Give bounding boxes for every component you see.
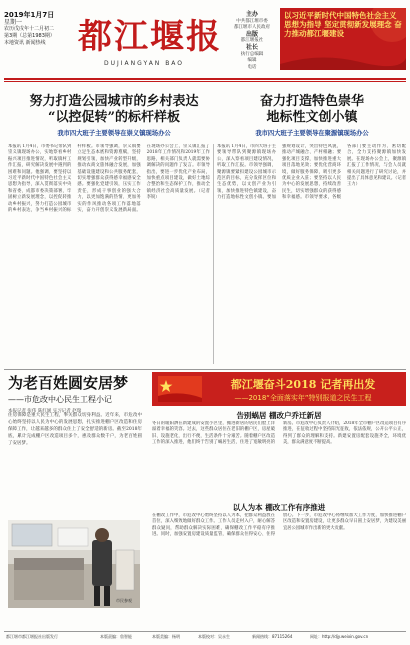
publisher-line-5: 编辑 (247, 58, 257, 64)
special-report-subtitle: ——2018“全面落实年”特别报道之民生工程 (234, 394, 372, 402)
section-1-body: 冬日的暖阳洒在新建成的安置小区里，搬进新居的居民们脸上洋溢着幸福的笑容。过去，这些群众居住在老旧的棚户区，房屋破旧、设施老化，出行不便，生活条件十分艰苦。随着棚户区改造工作的深入推进，他们终于告别了蜗居生活，住进了宽敞明亮的新房。市危改中心负责人介绍，2018年全市棚户区改造项目有序推进，在征收过程中坚持阳光征收，依法依规，公开公平公正，得到了群众的理解和支持。新建安置房配套设施齐全，环境优美，群众满意度不断提高。 (152, 421, 406, 446)
right-headline-2: 地标性文创小镇 (266, 110, 358, 125)
logo-text: 都江堰报 (78, 17, 222, 57)
section-2-body: 在棚改工作中，市危改中心始终坚持以人为本，把群众利益放在首位，深入细致地做好群众工作。工作人员走村入户，耐心解答群众疑问，帮助群众解决实际困难，确保棚改工作平稳有序推进。同时，加强安置房建设质量监管，确保群众住得安心、住得放心。下一步，市危改中心将继续加大工作力度，加快推进棚户区改造和安置房建设，让更多群众早日圆上安居梦，为建设美丽宜居公园城市作出新的更大贡献。 (152, 513, 406, 538)
publisher-line-3: 都江堰报社 (240, 38, 264, 44)
footer-designer: 本版美编：杨明 (152, 634, 180, 639)
feature-intro: 住房保障是重大民生工程，事关群众切身利益。近年来，市危改中心始终坚持以人民为中心的发展思想，扎实推进棚户区改造和住房保障工作，让越来越多的群众住上了安全舒适的新房。截至2018年底，累计完成棚户区改造项目多个，惠及群众数千户，为老百姓圆了安居梦。 (8, 413, 142, 446)
right-subhead: 我市四大班子主要领导在聚源镇现场办公 (255, 130, 369, 137)
news-photo (8, 520, 140, 608)
publisher-line-1: 中共都江堰市委 (236, 18, 268, 24)
section-2-title: 以人为本 棚改工作有序推进 (232, 503, 326, 512)
right-headline-block (218, 94, 406, 137)
footer-publisher: 都江堰市都江堰报社出版发行 (6, 634, 58, 639)
masthead-rule-thin (4, 81, 406, 82)
banner-text: 以习近平新时代中国特色社会主义思想为指导 坚定贯彻新发展理念 奋力推动都江堰建设 (284, 11, 402, 39)
issue-weekday: 星期一 (4, 19, 23, 26)
footer-editor: 本版责编：詹智能 (100, 634, 132, 639)
left-headline-2: “以控促转”的标杆样板 (48, 110, 180, 125)
feature-subhead: ——市危改中心民生工程小记 (8, 395, 112, 404)
masthead (4, 8, 406, 74)
publisher-line-6: 电话 (247, 64, 257, 70)
feature-headline-block (8, 374, 148, 414)
publisher-line-4: 执行总编辑 (240, 51, 264, 57)
publisher-label-2: 出版 (245, 30, 258, 38)
footer-hotline: 新闻热线：87115264 (252, 634, 293, 639)
section-1-title: 告别蜗居 棚改户乔迁新居 (236, 411, 322, 420)
flag-icon (158, 376, 202, 402)
logo-pinyin: DUJIANGYAN BAO (104, 60, 185, 67)
footer-website[interactable]: 网址：http://djy.weixin.gov.cn (310, 634, 369, 639)
issue-info (4, 12, 72, 47)
issue-meta-1: 农历戊戌年十二月初二 (4, 26, 55, 32)
publisher-info (226, 12, 278, 71)
right-headline-1: 奋力打造特色崇华 (259, 94, 364, 109)
feature-headline: 为老百姓圆安居梦 (8, 374, 129, 392)
feature-byline: 本报记者 张伟 陈红媛 实习记者 赵瑞 (8, 409, 82, 414)
masthead-rule (4, 78, 406, 80)
special-report-banner (152, 372, 406, 406)
photo-illustration (8, 520, 140, 608)
issue-meta-2: 第3期（总第1983期） (4, 33, 55, 39)
footer-proofreader: 本版校对：吴永生 (198, 634, 230, 639)
issue-meta-3: 本地资讯 新闻热线 (4, 40, 46, 46)
publisher-label-1: 主办 (245, 11, 258, 18)
section-divider (4, 369, 406, 370)
issue-date: 2019年1月7日 (4, 11, 55, 19)
newspaper-logo (74, 8, 224, 58)
publisher-line-2: 都江堰市人民政府 (234, 25, 270, 31)
left-article-body: 本报讯 1月4日，市委书记带队到崇义镇现场办公，实地察看乡村振兴项目推进情况，听取镇村工作汇报，研究解决发展中遇到的困难和问题。他强调，要坚持以习近平新时代中国特色社会主义思想为指导，深入贯彻落实中央和省委、成都市委决策部署，牢固树立新发展理念，以控促转推动乡村振兴，努力打造公园城市的乡村表达，争当乡村振兴的标杆样板。市领导强调，崇义镇要立足生态本底和资源禀赋，坚持规划引领，加快产业转型升级，推动农商文旅体融合发展，加强基础设施建设和公共服务配套，切实增强群众获得感幸福感安全感。要强化党建引领，压实工作责任，形成干事创业的强大合力，以更加饱满的热情、更加务实的作风推动各项工作落地落实，奋力开创崇义发展新局面。在现场办公会上，崇义镇汇报了2018年工作情况和2019年工作思路，相关部门负责人就需要协调解决的问题作了发言。市领导指出，要进一步优化产业布局，加快重点项目建设，做好土地综合整治和生态保护工作，推动全镇经济社会高质量发展。（记者 李锐） (8, 144, 210, 214)
top-banner (280, 8, 406, 70)
left-subhead: 我市四大班子主要领导在崇义镇现场办公 (57, 130, 171, 137)
page-footer (4, 631, 406, 642)
photo-caption: 市民参观 (116, 598, 132, 603)
left-headline-block (14, 94, 214, 137)
special-report-title: 都江堰奋斗2018 记者再出发 (230, 378, 376, 391)
right-article-body: 本报讯 1月4日，市四大班子主要领导带队到聚源镇现场办公，深入察看项目建设情况，听取工作汇报。市领导强调，聚源镇要紧扣建设公园城市示范区的目标，充分发挥区位和生态优势，以文创产业为引领，加快推进特色镇建设，奋力打造地标性文创小镇。要加强规划设计，突出特色风貌，推动产城融合、产村相融；要强化项目支撑，加快推进重大项目落地见效；要优化营商环境，做好服务保障，吸引更多优质企业入驻；要坚持以人民为中心的发展思想，持续改善民生，切实增强群众的获得感和幸福感。市领导要求，各级各部门要主动作为、密切配合，全力支持聚源镇加快发展。在现场办公会上，聚源镇汇报了工作情况，与会人员就相关问题进行了研究讨论，并提出了具体意见和建议。（记者 王力） (217, 144, 406, 201)
left-headline-1: 努力打造公园城市的乡村表达 (29, 94, 199, 109)
column-divider (213, 144, 214, 364)
publisher-label-3: 社长 (245, 43, 258, 51)
